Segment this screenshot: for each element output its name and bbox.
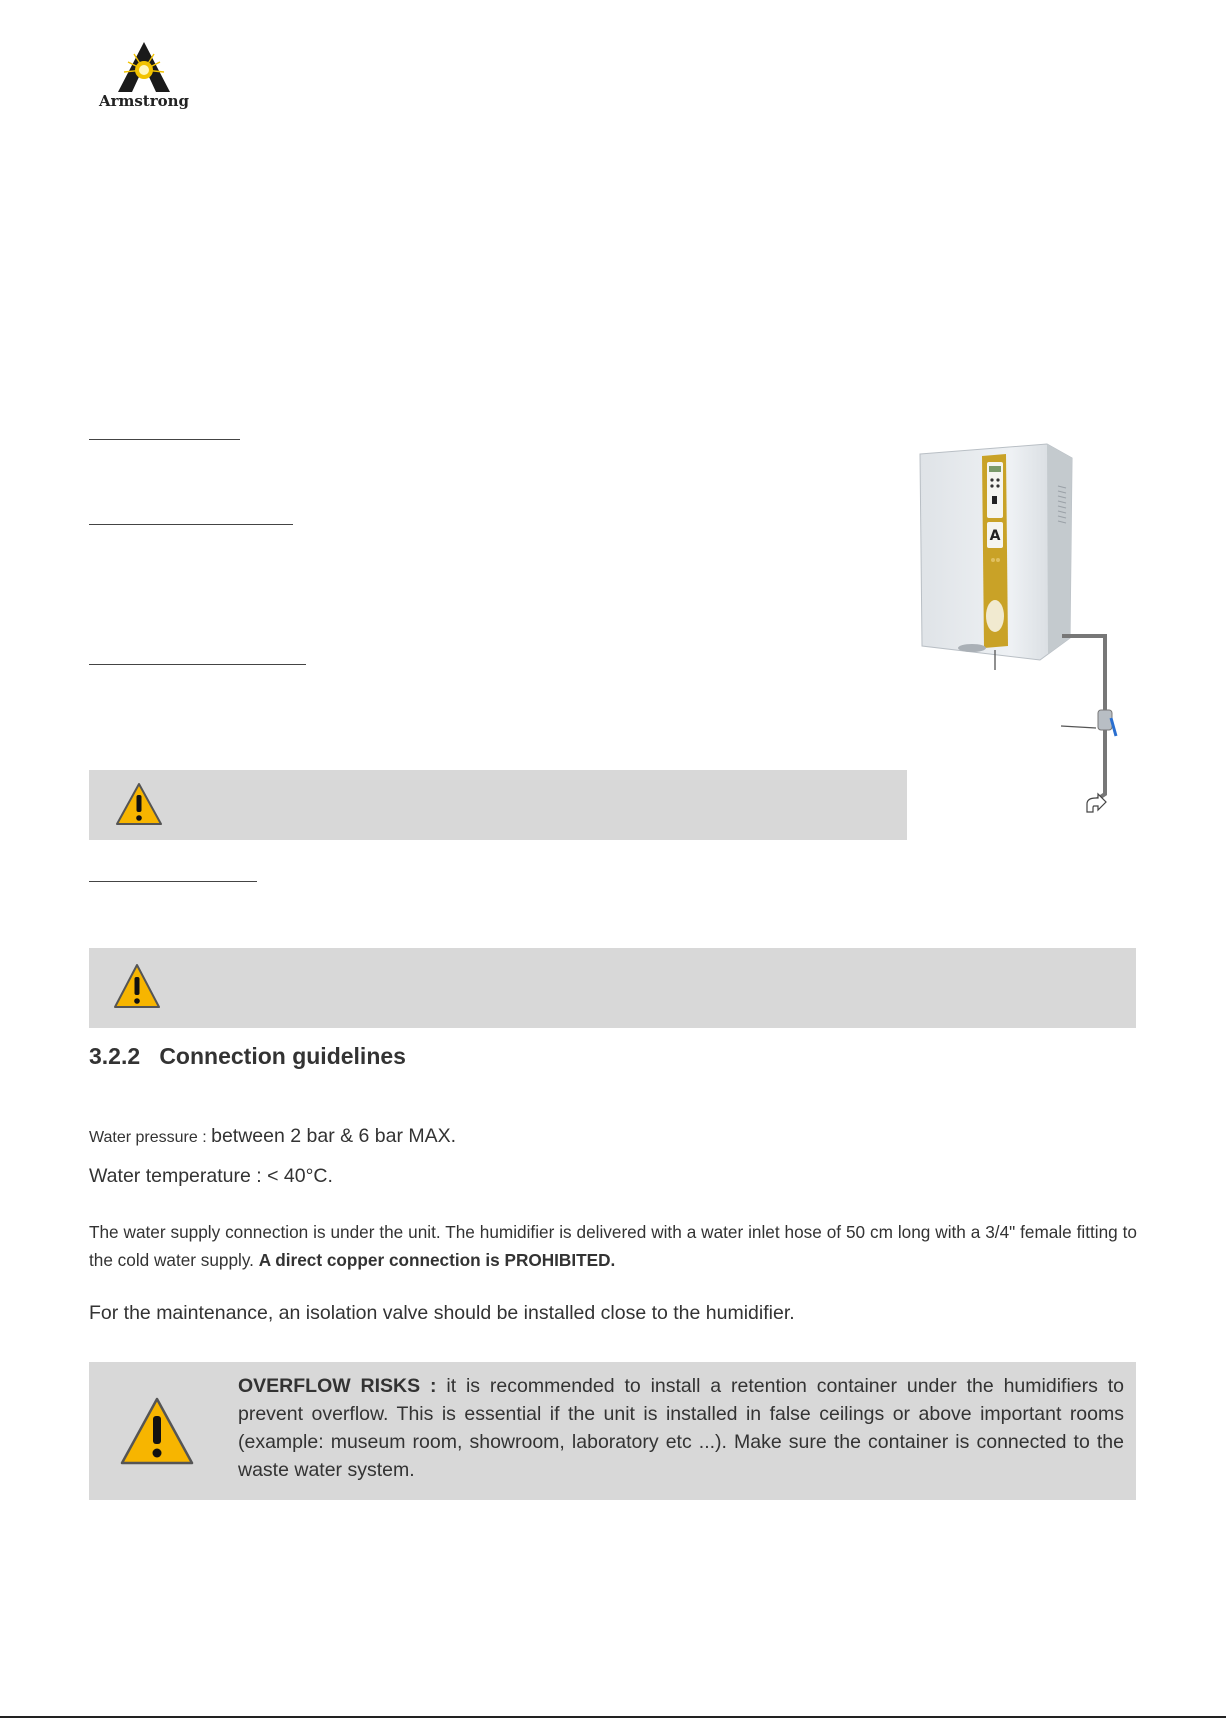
page-bottom-rule: [0, 1716, 1226, 1718]
humidifier-illustration: [912, 436, 1142, 828]
armstrong-logo-mark: [88, 40, 200, 94]
water-pressure-label: Water pressure :: [89, 1129, 212, 1146]
logo-wordmark: Armstrong: [98, 92, 190, 110]
armstrong-logo: [88, 40, 200, 114]
maintenance-line: For the maintenance, an isolation valve should be installed close to the humidifier.: [89, 1302, 795, 1324]
overflow-warning-title: OVERFLOW RISKS :: [238, 1375, 447, 1397]
water-pressure-line: [89, 1125, 456, 1148]
supply-paragraph: [89, 1218, 1137, 1274]
supply-paragraph-bold: A direct copper connection is PROHIBITED.: [258, 1250, 616, 1270]
note-box-1: [89, 770, 907, 840]
warning-triangle-icon: [113, 963, 161, 1009]
section-heading: 3.2.2 Connection guidelines: [89, 1043, 406, 1069]
water-temperature-line: Water temperature : < 40°C.: [89, 1165, 333, 1187]
note-box-2: [89, 948, 1136, 1028]
overflow-warning-text: [238, 1372, 1124, 1484]
supply-paragraph-text: The water supply connection is under the unit. The humidifier is delivered with a water inlet hose of 50 cm long with a 3/4" female fitting to the cold water supply.: [89, 1222, 1137, 1270]
water-pressure-value: between 2 bar & 6 bar MAX.: [211, 1125, 457, 1147]
subheading-rule-2: [89, 524, 293, 525]
subheading-rule-3: [89, 664, 306, 665]
subheading-rule-4: [89, 881, 257, 882]
subheading-rule-1: [89, 439, 240, 440]
warning-triangle-icon: [119, 1396, 195, 1466]
warning-triangle-icon: [115, 782, 163, 826]
svg-text:A: A: [989, 528, 1001, 544]
overflow-warning-body: it is recommended to install a retention container under the humidifiers to prevent overflow. This is essential if the unit is installed in false ceilings or above important rooms (example: museum room, showroom, laboratory etc ...). Make sure the container is connected to the waste water system.: [238, 1375, 1124, 1481]
